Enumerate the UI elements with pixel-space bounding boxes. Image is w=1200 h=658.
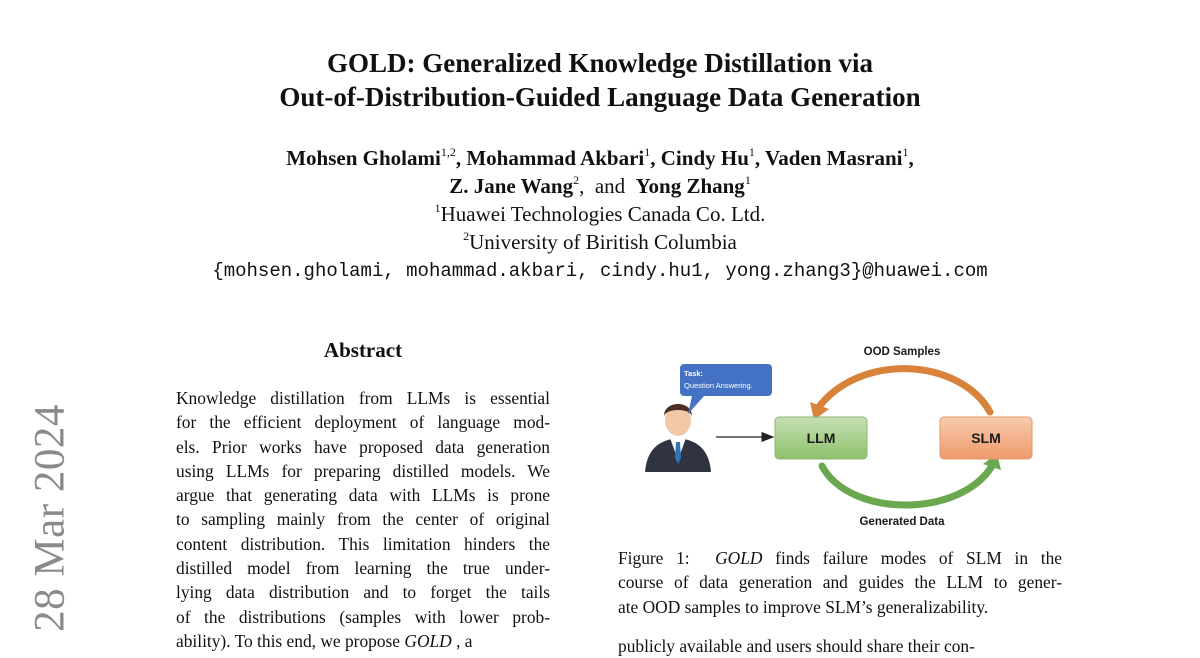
author-name: Mohammad Akbari xyxy=(466,146,645,170)
title-line-1: GOLD: Generalized Knowledge Distillation via xyxy=(327,48,873,78)
abstract-line-tail: , a xyxy=(451,630,473,651)
caption-text: finds failure modes of SLM in the xyxy=(775,548,1062,568)
gold-emphasis: GOLD xyxy=(404,630,452,651)
abstract-heading: Abstract xyxy=(323,338,403,362)
author-affiliation: 1 xyxy=(748,145,755,159)
author-name: Z. Jane Wang xyxy=(449,174,574,198)
abstract-line: content distribution. This limitation hinders the xyxy=(176,533,550,554)
abstract-line: argue that generating data with LLMs is prone xyxy=(176,485,550,506)
author-name: Cindy Hu xyxy=(660,146,749,170)
affiliation-1 xyxy=(0,200,1200,228)
task-text: Question Answering. xyxy=(684,381,753,390)
abstract-line: distilled model from learning the true under- xyxy=(176,558,550,579)
llm-label: LLM xyxy=(806,430,836,446)
abstract-line: of the distributions (samples with lower prob- xyxy=(176,606,550,627)
task-speech-bubble xyxy=(680,364,772,414)
caption-prefix: Figure 1: xyxy=(618,548,690,568)
caption-line: ate OOD samples to improve SLM’s generalizability. xyxy=(618,596,989,617)
author-list xyxy=(0,144,1200,200)
caption-line: course of data generation and guides the LLM to gener- xyxy=(618,572,1062,593)
author-emails: {mohsen.gholami, mohammad.akbari, cindy.hu1, yong.zhang3}@huawei.com xyxy=(212,260,988,282)
author-name: Yong Zhang xyxy=(635,174,745,198)
abstract-body xyxy=(176,386,550,653)
figure-1-diagram xyxy=(600,330,1070,540)
affiliation-2 xyxy=(0,228,1200,256)
abstract-line: using LLMs for preparing distilled models. We xyxy=(176,460,550,481)
generated-data-label: Generated Data xyxy=(859,516,945,528)
ood-samples-label: OOD Samples xyxy=(863,346,941,358)
affiliation-number: 2 xyxy=(463,229,470,243)
affiliation-text: Huawei Technologies Canada Co. Ltd. xyxy=(440,202,766,226)
affiliation-text: University of Biritish Columbia xyxy=(469,230,737,254)
affiliation-number: 1 xyxy=(434,201,441,215)
gold-emphasis: GOLD xyxy=(715,548,763,568)
author-affiliation: 1,2 xyxy=(440,145,456,159)
author-name: Vaden Masrani xyxy=(765,146,903,170)
author-conjunction: and xyxy=(594,174,626,198)
ood-arrow xyxy=(818,369,990,412)
abstract-line: Knowledge distillation from LLMs is essential xyxy=(176,388,550,408)
title-line-2: Out-of-Distribution-Guided Language Data Generation xyxy=(279,82,921,112)
author-line-2: Z. Jane Wang$^2$, and Yong Zhang$^1$ xyxy=(449,173,751,198)
figure-svg xyxy=(600,330,1070,540)
figure-1-caption xyxy=(618,546,1062,619)
task-label: Task: xyxy=(684,369,704,378)
paper-title xyxy=(0,46,1200,114)
abstract-line xyxy=(176,629,550,653)
author-affiliation: 1 xyxy=(744,173,751,187)
arxiv-date: 28 Mar 2024 xyxy=(26,404,74,632)
author-name: Mohsen Gholami xyxy=(286,146,441,170)
abstract-line: lying data distribution and to forget the tails xyxy=(176,582,550,603)
abstract-line: to sampling mainly from the center of original xyxy=(176,509,550,530)
abstract-line: for the efficient deployment of language mod- xyxy=(176,412,550,433)
caption-line xyxy=(618,546,1062,570)
generated-arrow xyxy=(822,466,992,505)
author-line-1: Mohsen Gholami$^{1,2}$, Mohammad Akbari$^1$, Cindy Hu$^1$, Vaden Masrani$^1$, xyxy=(286,145,914,170)
body-text-line: publicly available and users should share their con- xyxy=(618,636,975,656)
slm-label: SLM xyxy=(971,430,1001,446)
abstract-line-text: ability). To this end, we propose xyxy=(176,630,401,651)
author-affiliation: 2 xyxy=(573,173,580,187)
abstract-line: els. Prior works have proposed data generation xyxy=(176,436,550,457)
author-affiliation: 1 xyxy=(644,145,651,159)
user-avatar-icon xyxy=(645,404,711,472)
author-affiliation: 1 xyxy=(902,145,909,159)
